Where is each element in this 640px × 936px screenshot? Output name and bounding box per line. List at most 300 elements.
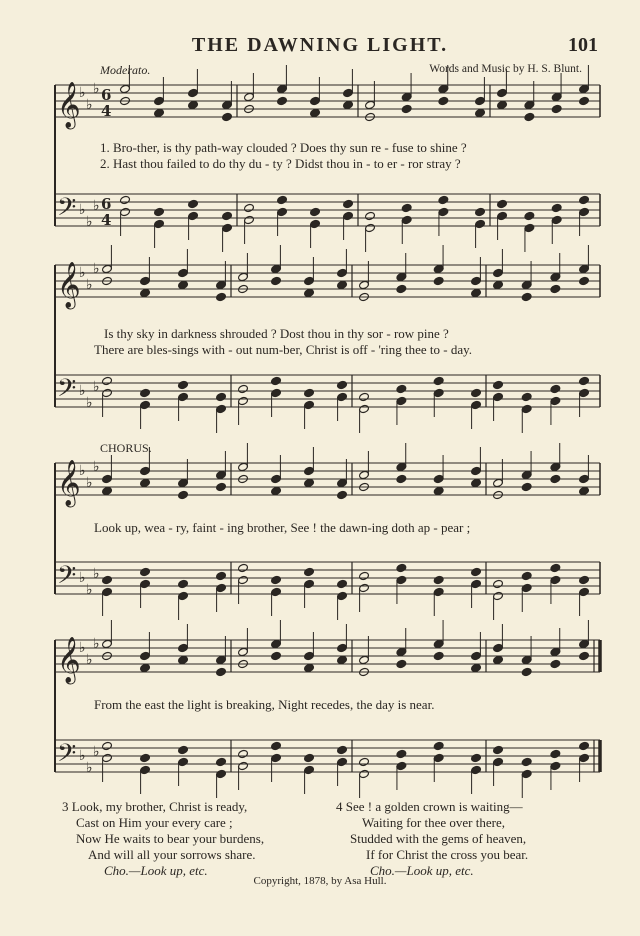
note-head [304, 663, 315, 672]
note-head [188, 100, 199, 109]
note-head [550, 384, 561, 393]
note-head [579, 753, 590, 762]
note-head [304, 388, 315, 397]
note-head [102, 376, 113, 385]
note-head [550, 749, 561, 758]
note-head [304, 567, 315, 576]
note-head [216, 280, 227, 289]
note-head [579, 264, 590, 273]
note-head [433, 264, 444, 273]
note-head [154, 219, 165, 228]
note-head [550, 647, 561, 656]
note-head [493, 655, 504, 664]
note-head [524, 211, 535, 220]
note-head [102, 388, 113, 397]
note-head [551, 215, 562, 224]
note-head [396, 396, 407, 405]
note-head [359, 655, 370, 664]
flat-icon: ♭ [86, 475, 93, 491]
note-head [475, 207, 486, 216]
note-head [343, 199, 354, 208]
note-head [524, 100, 535, 109]
note-head [550, 396, 561, 405]
note-head [359, 583, 370, 592]
note-head [304, 466, 315, 475]
flat-icon: ♭ [79, 748, 86, 764]
note-head [475, 96, 486, 105]
note-head [178, 478, 189, 487]
flat-icon: ♭ [86, 97, 93, 113]
flat-icon: ♭ [86, 214, 93, 230]
note-head [216, 470, 227, 479]
note-head [471, 651, 482, 660]
note-head [396, 563, 407, 572]
note-head [579, 84, 590, 93]
bass-clef-icon: 𝄢 [57, 374, 77, 409]
note-head [365, 100, 376, 109]
note-head [277, 96, 288, 105]
flat-icon: ♭ [93, 379, 100, 395]
flat-icon: ♭ [79, 463, 86, 479]
note-head [493, 643, 504, 652]
note-head [579, 207, 590, 216]
note-head [102, 639, 113, 648]
treble-clef-icon: 𝄞 [57, 262, 81, 308]
note-head [337, 478, 348, 487]
note-head [396, 647, 407, 656]
note-head [178, 579, 189, 588]
time-signature-bottom: 4 [101, 211, 112, 229]
note-head [178, 643, 189, 652]
note-head [140, 579, 151, 588]
note-head [216, 482, 227, 491]
note-head [140, 753, 151, 762]
copyright-notice: Copyright, 1878, by Asa Hull. [253, 875, 387, 887]
note-head [359, 769, 370, 778]
note-head [433, 486, 444, 495]
note-head [154, 108, 165, 117]
note-head [304, 478, 315, 487]
note-head [310, 219, 321, 228]
note-head [154, 96, 165, 105]
note-head [188, 199, 199, 208]
note-head [238, 563, 249, 572]
note-head [521, 769, 532, 778]
verse-line: Studded with the gems of heaven, [350, 831, 527, 846]
note-head [521, 482, 532, 491]
note-head [222, 211, 233, 220]
note-head [140, 400, 151, 409]
note-head [216, 583, 227, 592]
note-head [401, 104, 412, 113]
note-head [140, 567, 151, 576]
note-head [359, 470, 370, 479]
note-head [359, 571, 370, 580]
note-head [359, 757, 370, 766]
note-head [271, 264, 282, 273]
verse-line: Now He waits to bear your burdens, [76, 831, 265, 846]
note-head [216, 769, 227, 778]
note-head [238, 462, 249, 471]
note-head [475, 108, 486, 117]
note-head [140, 765, 151, 774]
note-head [140, 466, 151, 475]
note-head [222, 100, 233, 109]
verse-line: 4 See ! a golden crown is waiting— [336, 799, 523, 814]
flat-icon: ♭ [79, 85, 86, 101]
note-head [102, 474, 113, 483]
note-head [579, 276, 590, 285]
note-head [216, 655, 227, 664]
note-head [102, 753, 113, 762]
note-head [238, 647, 249, 656]
note-head [140, 478, 151, 487]
time-signature-top: 6 [101, 195, 112, 213]
note-head [493, 757, 504, 766]
note-head [524, 112, 535, 121]
note-head [471, 466, 482, 475]
note-head [120, 207, 131, 216]
note-head [579, 575, 590, 584]
bass-clef-icon: 𝄢 [57, 193, 77, 228]
note-head [579, 486, 590, 495]
note-head [365, 211, 376, 220]
note-head [140, 651, 151, 660]
note-head [471, 478, 482, 487]
note-head [524, 223, 535, 232]
note-head [579, 388, 590, 397]
note-head [579, 587, 590, 596]
note-head [493, 591, 504, 600]
note-head [304, 753, 315, 762]
note-head [271, 486, 282, 495]
verse-line: Waiting for thee over there, [362, 815, 505, 830]
note-head [433, 376, 444, 385]
note-head [471, 400, 482, 409]
note-head [244, 215, 255, 224]
note-head [337, 591, 348, 600]
note-head [471, 753, 482, 762]
note-head [337, 643, 348, 652]
note-head [550, 575, 561, 584]
note-head [216, 292, 227, 301]
note-head [396, 474, 407, 483]
lyric-line: Look up, wea - ry, faint - ing brother, See ! the dawn-ing doth ap - pear ; [94, 520, 471, 535]
note-head [521, 583, 532, 592]
note-head [497, 88, 508, 97]
note-head [433, 651, 444, 660]
note-head [396, 462, 407, 471]
page-number: 101 [568, 34, 598, 56]
note-head [550, 761, 561, 770]
note-head [438, 84, 449, 93]
time-signature-top: 6 [101, 86, 112, 104]
note-head [433, 741, 444, 750]
note-head [244, 92, 255, 101]
note-head [551, 92, 562, 101]
note-head [579, 741, 590, 750]
verse-line: Cast on Him your every care ; [76, 815, 233, 830]
note-head [337, 280, 348, 289]
note-head [493, 268, 504, 277]
note-head [471, 663, 482, 672]
note-head [396, 761, 407, 770]
note-head [365, 223, 376, 232]
note-head [343, 211, 354, 220]
note-head [396, 284, 407, 293]
hymn-title: THE DAWNING LIGHT. [191, 34, 449, 56]
flat-icon: ♭ [86, 277, 93, 293]
note-head [216, 667, 227, 676]
note-head [433, 753, 444, 762]
note-head [550, 272, 561, 281]
flat-icon: ♭ [86, 395, 93, 411]
flat-icon: ♭ [93, 198, 100, 214]
flat-icon: ♭ [93, 744, 100, 760]
flat-icon: ♭ [79, 202, 86, 218]
note-head [471, 579, 482, 588]
chorus-label: CHORUS. [100, 441, 152, 455]
note-head [471, 765, 482, 774]
note-head [493, 745, 504, 754]
note-head [271, 753, 282, 762]
note-head [337, 268, 348, 277]
note-head [550, 284, 561, 293]
note-head [310, 108, 321, 117]
lyric-line: There are bles-sings with - out num-ber, Christ is off - 'ring thee to - day. [94, 342, 473, 357]
note-head [433, 639, 444, 648]
note-head [216, 392, 227, 401]
note-head [337, 490, 348, 499]
note-head [493, 478, 504, 487]
note-head [550, 474, 561, 483]
lyric-line: From the east the light is breaking, Night recedes, the day is near. [94, 697, 435, 712]
verse-line: And will all your sorrows share. [88, 847, 256, 862]
note-head [521, 571, 532, 580]
flat-icon: ♭ [79, 570, 86, 586]
note-head [396, 575, 407, 584]
note-head [493, 392, 504, 401]
treble-clef-icon: 𝄞 [57, 82, 81, 128]
flat-icon: ♭ [93, 566, 100, 582]
verse-line: Cho.—Look up, etc. [370, 863, 474, 878]
note-head [178, 745, 189, 754]
lyric-line: 2. Hast thou failed to do thy du - ty ? Didst thou in - to er - ror stray ? [100, 156, 461, 171]
note-head [359, 280, 370, 289]
note-head [471, 567, 482, 576]
note-head [238, 749, 249, 758]
note-head [277, 84, 288, 93]
note-head [271, 741, 282, 750]
note-head [579, 376, 590, 385]
note-head [102, 575, 113, 584]
note-head [154, 207, 165, 216]
note-head [551, 203, 562, 212]
note-head [493, 380, 504, 389]
note-head [337, 392, 348, 401]
flat-icon: ♭ [93, 459, 100, 475]
verse-3 [62, 799, 264, 879]
note-head [521, 292, 532, 301]
flat-icon: ♭ [86, 652, 93, 668]
note-head [238, 272, 249, 281]
note-head [433, 575, 444, 584]
note-head [493, 579, 504, 588]
lyric-line: Is thy sky in darkness shrouded ? Dost thou in thy sor - row pine ? [104, 326, 449, 341]
note-head [271, 575, 282, 584]
note-head [102, 264, 113, 273]
note-head [271, 276, 282, 285]
flat-icon: ♭ [86, 582, 93, 598]
verse-line: If for Christ the cross you bear. [366, 847, 529, 862]
note-head [178, 591, 189, 600]
note-head [471, 288, 482, 297]
note-head [521, 470, 532, 479]
note-head [497, 100, 508, 109]
note-head [120, 84, 131, 93]
note-head [359, 404, 370, 413]
note-head [433, 388, 444, 397]
note-head [521, 392, 532, 401]
note-head [396, 659, 407, 668]
tempo-marking: Moderato. [100, 63, 151, 77]
author-credit: Words and Music by H. S. Blunt. [429, 63, 582, 75]
bass-clef-icon: 𝄢 [57, 739, 77, 774]
note-head [579, 639, 590, 648]
note-head [271, 587, 282, 596]
note-head [521, 655, 532, 664]
note-head [493, 280, 504, 289]
flat-icon: ♭ [79, 383, 86, 399]
note-head [521, 757, 532, 766]
note-head [337, 655, 348, 664]
note-head [304, 579, 315, 588]
note-head [188, 88, 199, 97]
note-head [433, 474, 444, 483]
note-head [140, 288, 151, 297]
flat-icon: ♭ [79, 640, 86, 656]
note-head [102, 486, 113, 495]
note-head [438, 207, 449, 216]
note-head [359, 392, 370, 401]
note-head [102, 587, 113, 596]
note-head [238, 761, 249, 770]
note-head [579, 651, 590, 660]
note-head [579, 195, 590, 204]
note-head [216, 404, 227, 413]
note-head [178, 392, 189, 401]
note-head [310, 96, 321, 105]
note-head [271, 474, 282, 483]
note-head [550, 462, 561, 471]
note-head [238, 396, 249, 405]
note-head [475, 219, 486, 228]
flat-icon: ♭ [86, 760, 93, 776]
note-head [521, 280, 532, 289]
verse-4 [336, 799, 528, 879]
note-head [178, 655, 189, 664]
note-head [551, 104, 562, 113]
note-head [271, 639, 282, 648]
note-head [216, 757, 227, 766]
note-head [433, 276, 444, 285]
note-head [238, 384, 249, 393]
note-head [222, 112, 233, 121]
note-head [178, 280, 189, 289]
note-head [304, 400, 315, 409]
note-head [304, 765, 315, 774]
note-head [337, 757, 348, 766]
note-head [304, 651, 315, 660]
treble-clef-icon: 𝄞 [57, 637, 81, 683]
note-head [471, 388, 482, 397]
note-head [396, 272, 407, 281]
note-head [222, 223, 233, 232]
note-head [401, 92, 412, 101]
flat-icon: ♭ [93, 636, 100, 652]
treble-clef-icon: 𝄞 [57, 460, 81, 506]
note-head [277, 195, 288, 204]
note-head [343, 100, 354, 109]
note-head [140, 663, 151, 672]
note-head [337, 579, 348, 588]
flat-icon: ♭ [93, 261, 100, 277]
note-head [497, 199, 508, 208]
note-head [337, 745, 348, 754]
note-head [140, 276, 151, 285]
note-head [337, 380, 348, 389]
note-head [497, 211, 508, 220]
note-head [438, 96, 449, 105]
note-head [521, 404, 532, 413]
note-head [401, 203, 412, 212]
note-head [579, 96, 590, 105]
note-head [277, 207, 288, 216]
note-head [216, 571, 227, 580]
note-head [304, 288, 315, 297]
flat-icon: ♭ [79, 265, 86, 281]
note-head [438, 195, 449, 204]
note-head [471, 276, 482, 285]
note-head [396, 749, 407, 758]
note-head [120, 195, 131, 204]
note-head [178, 268, 189, 277]
note-head [550, 659, 561, 668]
verse-line: Cho.—Look up, etc. [104, 863, 208, 878]
note-head [271, 376, 282, 385]
lyric-line: 1. Bro-ther, is thy path-way clouded ? Does thy sun re - fuse to shine ? [100, 140, 467, 155]
bass-clef-icon: 𝄢 [57, 561, 77, 596]
verse-line: 3 Look, my brother, Christ is ready, [62, 799, 248, 814]
note-head [401, 215, 412, 224]
note-head [271, 388, 282, 397]
note-head [396, 384, 407, 393]
note-head [304, 276, 315, 285]
flat-icon: ♭ [93, 81, 100, 97]
note-head [188, 211, 199, 220]
note-head [521, 667, 532, 676]
note-head [433, 587, 444, 596]
note-head [178, 490, 189, 499]
note-head [244, 203, 255, 212]
note-head [140, 388, 151, 397]
note-head [178, 380, 189, 389]
note-head [310, 207, 321, 216]
note-head [579, 474, 590, 483]
time-signature-bottom: 4 [101, 102, 112, 120]
note-head [178, 757, 189, 766]
note-head [271, 651, 282, 660]
